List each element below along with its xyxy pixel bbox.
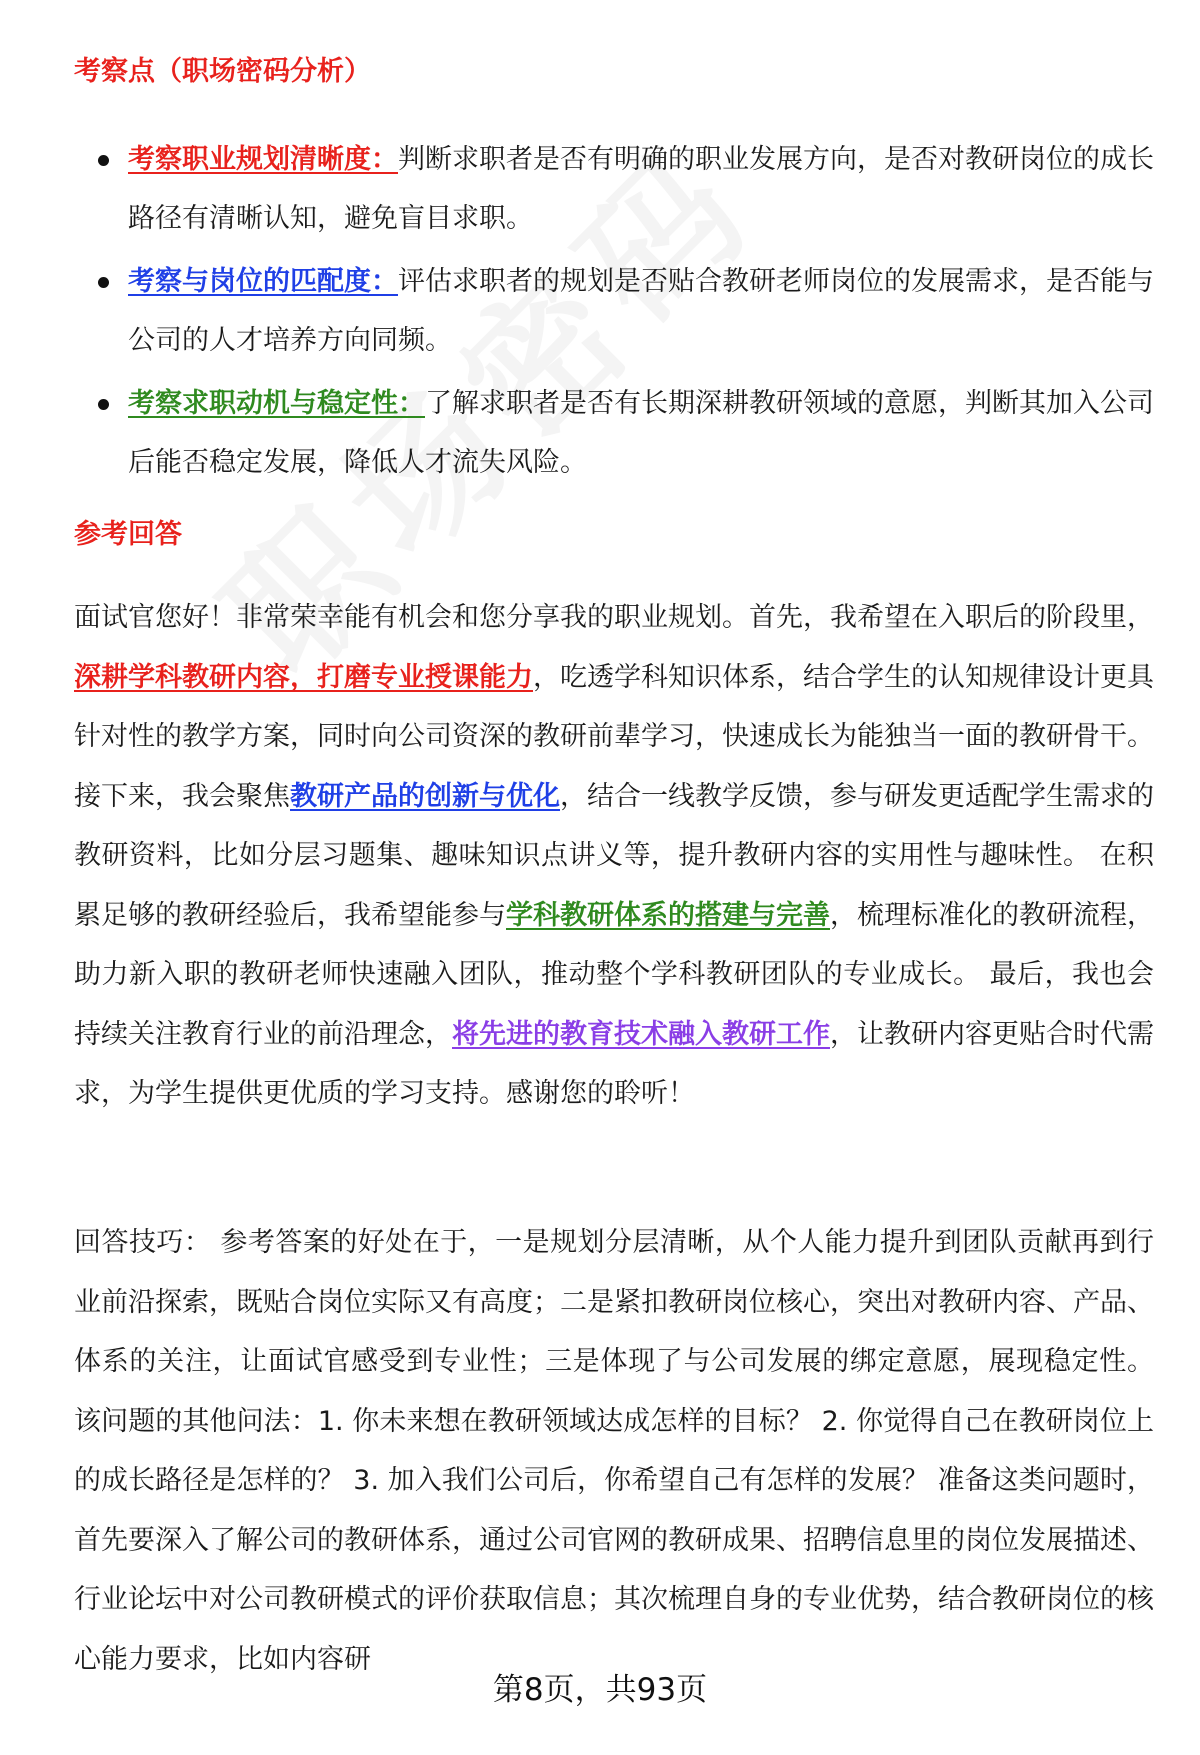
section-heading-exam-points: 考察点（职场密码分析） (74, 56, 371, 87)
section-heading-reference-answer: 参考回答 (74, 519, 182, 550)
list-item (74, 374, 1154, 492)
bullet-dot-icon (98, 277, 109, 288)
list-item-text (128, 374, 1154, 492)
list-item-label: 考察求职动机与稳定性： (128, 388, 425, 419)
list-item (74, 252, 1154, 370)
list-item-body: 判断求职者是否有明确的职业发展方向，是否对教研岗位的成长路径有清晰认知，避免盲目求职。 (128, 144, 1154, 234)
answer-text: ，梳理标准化的教研流程，助力新入职的教研老师快速融入团队，推动整个学科教研团队的专业成长。 最后，我也会持续关注教育行业的前沿理念， (74, 899, 1154, 1050)
highlight-purple: 将先进的教育技术融入教研工作 (452, 1018, 830, 1050)
answer-text: ，吃透学科知识体系，结合学生的认知规律设计更具针对性的教学方案，同时向公司资深的教研前辈学习，快速成长为能独当一面的教研骨干。 接下来，我会聚焦 (74, 661, 1154, 812)
exam-points-list (74, 130, 1154, 496)
page-footer: 第8页，共93页 (492, 1672, 708, 1708)
highlight-blue: 教研产品的创新与优化 (290, 780, 560, 812)
answer-text: ，结合一线教学反馈，参与研发更适配学生需求的教研资料，比如分层习题集、趣味知识点讲义等，提升教研内容的实用性与趣味性。 在积累足够的教研经验后，我希望能参与 (74, 780, 1154, 931)
bullet-dot-icon (98, 399, 109, 410)
highlight-red: 深耕学科教研内容，打磨专业授课能力 (74, 661, 533, 693)
answer-text: 面试官您好！非常荣幸能有机会和您分享我的职业规划。首先，我希望在入职后的阶段里， (74, 602, 1154, 633)
bullet-dot-icon (98, 155, 109, 166)
highlight-green: 学科教研体系的搭建与完善 (506, 899, 830, 931)
list-item-label: 考察与岗位的匹配度： (128, 266, 398, 297)
answer-text: ，让教研内容更贴合时代需求，为学生提供更优质的学习支持。感谢您的聆听！ (74, 1018, 1154, 1109)
list-item (74, 130, 1154, 248)
list-item-label: 考察职业规划清晰度： (128, 144, 398, 175)
list-item-body: 评估求职者的规划是否贴合教研老师岗位的发展需求，是否能与公司的人才培养方向同频。 (128, 266, 1154, 356)
reference-answer-paragraph (74, 588, 1154, 1124)
list-item-text (128, 130, 1154, 248)
list-item-text (128, 252, 1154, 370)
answer-tips-paragraph: 回答技巧： 参考答案的好处在于，一是规划分层清晰，从个人能力提升到团队贡献再到行业前沿探索，既贴合岗位实际又有高度；二是紧扣教研岗位核心，突出对教研内容、产品、体系的关注，让面试官感受到专业性；三是体现了与公司发展的绑定意愿，展现稳定性。 该问题的其他问法：1. 你未来想在教研领域达成怎样的目标？ 2. 你觉得自己在教研岗位上的成长路径是怎样的？ 3. 加入我们公司后，你希望自己有怎样的发展？ 准备这类问题时，首先要深入了解公司的教研体系，通过公司官网的教研成果、招聘信息里的岗位发展描述、行业论坛中对公司教研模式的评价获取信息；其次梳理自身的专业优势，结合教研岗位的核心能力要求，比如内容研 (74, 1227, 1154, 1675)
list-item-body: 了解求职者是否有长期深耕教研领域的意愿，判断其加入公司后能否稳定发展，降低人才流失风险。 (128, 388, 1154, 478)
